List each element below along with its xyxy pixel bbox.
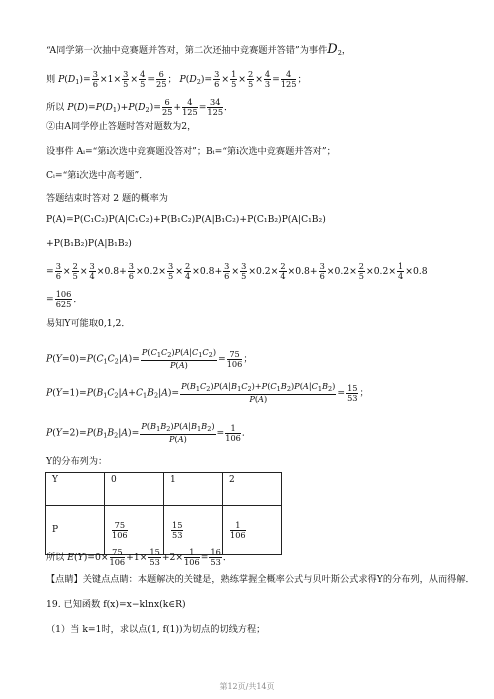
table-cell: 2 (223, 473, 282, 506)
text-line-3: 所以 $P(D)=P(D_1)+P(D_2)=$ $\frac{6}{25}$ + $\frac{4}{125}$ = $\frac{34}{125}$ ． (46, 97, 234, 117)
text-line-10: = $\frac{3}{6}$ × $\frac{2}{5}$ × $\frac{3}{4}$ ×0.8+ $\frac{3}{6}$ ×0.2× $\frac{3}{5}$ × $\frac{2}{4}$ ×0.8+ $\frac{3}{6}$ × $\frac{3}{5}$ ×0.2× $\frac{2}{4}$ ×0.8+ $\frac{3}{6}$ ×0.2× $\frac{2}{5}$ ×0.2× $\frac{1}{4}$ ×0.8 (46, 261, 428, 281)
table-cell: Y (46, 473, 105, 506)
table-cell: $\frac{15}{53}$ (164, 506, 223, 555)
table-cell: $\frac{1}{106}$ (223, 506, 282, 555)
text-line-9: +P(B₁B₂)P(A|B₁B₂) (46, 238, 132, 249)
table-cell: 1 (164, 473, 223, 506)
text-line-16: Y的分布列为： (46, 456, 108, 467)
page-footer: 第12页/共14页 (219, 682, 275, 691)
table-cell: P (46, 506, 105, 555)
text-line-1: “A同学第一次抽中竞赛题并答对，第二次还抽中竞赛题并答错”为事件$D_2$， (46, 42, 352, 57)
text-line-14: $P(Y=1)=P(B_1C_2|A+C_1B_2|A)=$ $\frac{P(B_1C_2)P(A|B_1C_2)+P(C_1B_2)P(A|C_1B_2)}{P(A)}$ = $\frac{15}{53}$ ； (46, 381, 369, 404)
text-line-8: P(A)=P(C₁C₂)P(A|C₁C₂)+P(B₁C₂)P(A|B₁C₂)+P(C₁B₂)P(A|C₁B₂) (46, 214, 326, 225)
text-line-7: 答题结束时答对 2 题的概率为 (46, 193, 168, 204)
text-line-12: 易知Y可能取0,1,2． (46, 318, 131, 329)
table-cell: 0 (105, 473, 164, 506)
text-line-5: 设事件 Aᵢ=“第i次选中竞赛题没答对”；Bᵢ=“第i次选中竞赛题并答对”； (46, 146, 336, 157)
table-cell: $\frac{75}{106}$ (105, 506, 164, 555)
text-line-18: 【点睛】关键点点睛：本题解决的关键是，熟练掌握全概率公式与贝叶斯公式求得Y的分布列，从而得解． (46, 574, 475, 585)
text-line-15: $P(Y=2)=P(B_1B_2|A)=$ $\frac{P(B_1B_2)P(A|B_1B_2)}{P(A)}$ = $\frac{1}{106}$ ． (46, 421, 252, 444)
text-line-2: 则 $P(D_1)=$ $\frac{3}{6}$ ×1× $\frac{3}{5}$ × $\frac{4}{5}$ = $\frac{6}{25}$ ； $P(D_2)=$ $\frac{3}{6}$ × $\frac{1}{5}$ × $\frac{2}{5}$ × $\frac{4}{3}$ = $\frac{4}{125}$ ； (46, 69, 307, 89)
table-header-row (46, 473, 282, 506)
text-line-17: 所以 E(Y)=0× $\frac{75}{106}$ +1× $\frac{15}{53}$ +2× $\frac{1}{106}$ = $\frac{16}{53}$ ． (46, 547, 233, 567)
distribution-table (45, 472, 282, 555)
text-line-13: $P(Y=0)=P(C_1C_2|A)=$ $\frac{P(C_1C_2)P(A|C_1C_2)}{P(A)}$ = $\frac{75}{106}$ ； (46, 347, 253, 370)
text-line-6: Cᵢ=“第i次选中高考题”． (46, 170, 149, 181)
text-line-11: = $\frac{106}{625}$ ． (46, 289, 83, 309)
text-line-19: 19. 已知函数 f(x)=x−klnx(k∈R) (46, 599, 186, 610)
text-line-20: （1）当 k=1时，求以点(1, f(1))为切点的切线方程； (46, 624, 266, 635)
text-line-4: ②由A同学停止答题时答对题数为2， (46, 121, 197, 132)
